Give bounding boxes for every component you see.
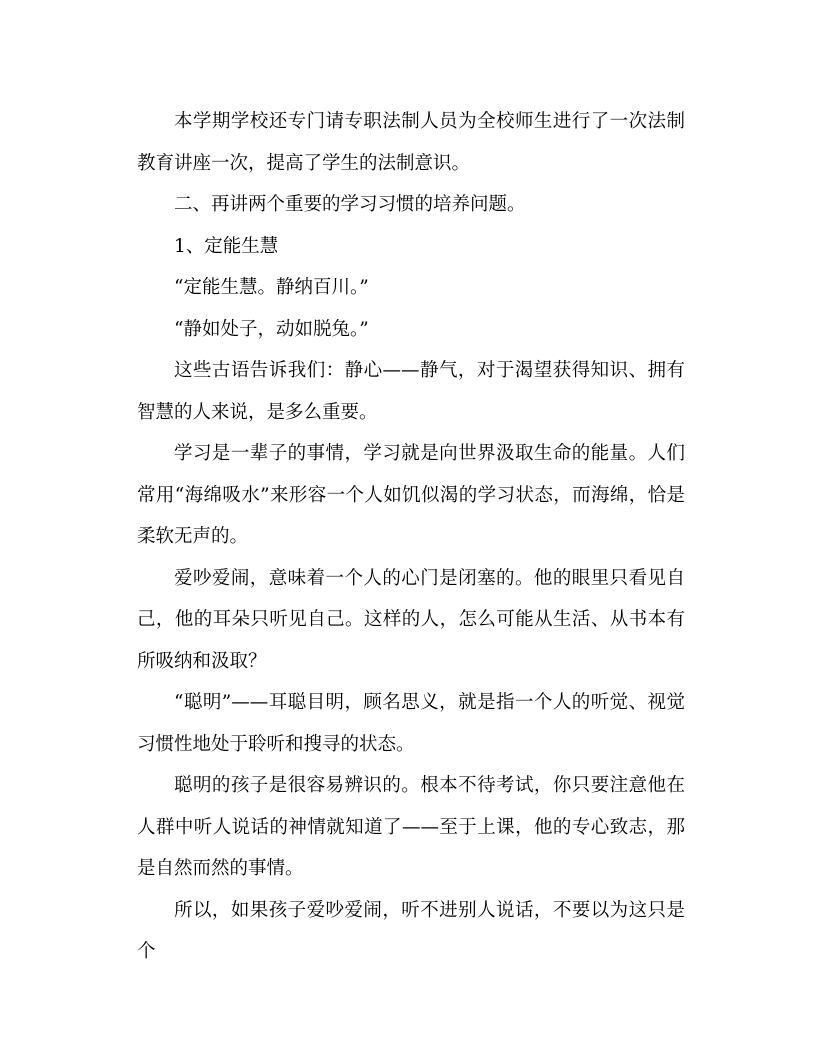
paragraph-clever-children: 聪明的孩子是很容易辨识的。根本不待考试，你只要注意他在人群中听人说话的神情就知道了——至于上课，他的专心致志，那是自然而然的事情。 (137, 775, 685, 879)
paragraph-ancient-sayings: 这些古语告诉我们：静心——静气，对于渴望获得知识、拥有智慧的人来说，是多么重要。 (137, 360, 685, 423)
document-body (137, 101, 685, 973)
paragraph-lecture: 本学期学校还专门请专职法制人员为全校师生进行了一次法制教育讲座一次，提高了学生的法制意识。 (137, 111, 685, 174)
paragraph-subheading: 1、定能生慧 (174, 235, 279, 257)
paragraph-clever: “聪明”——耳聪目明，顾名思义，就是指一个人的听觉、视觉习惯性地处于聆听和搜寻的状态。 (137, 692, 685, 755)
paragraph-lifelong-learning: 学习是一辈子的事情，学习就是向世界汲取生命的能量。人们常用“海绵吸水”来形容一个人如饥似渴的学习状态，而海绵，恰是柔软无声的。 (137, 443, 685, 547)
paragraph-quote-1: “定能生慧。静纳百川。” (174, 277, 369, 298)
paragraph-noisy: 爱吵爱闹，意味着一个人的心门是闭塞的。他的眼里只看见自己，他的耳朵只听见自己。这样的人，怎么可能从生活、从书本有所吸纳和汲取？ (137, 567, 685, 672)
paragraph-section-heading: 二、再讲两个重要的学习习惯的培养问题。 (174, 194, 526, 215)
paragraph-quote-2: “静如处子，动如脱兔。” (174, 318, 369, 340)
paragraph-therefore: 所以，如果孩子爱吵爱闹，听不进别人说话，不要以为这只是个 (137, 899, 685, 962)
